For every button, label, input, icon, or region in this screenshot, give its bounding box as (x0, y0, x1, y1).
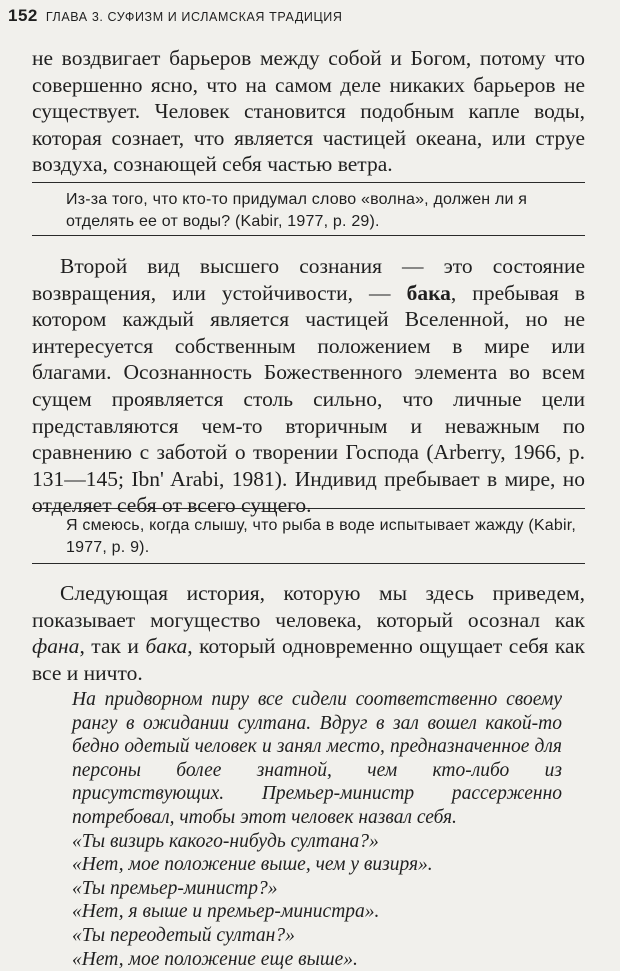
dialogue-line: «Нет, я выше и премьер-министра». (72, 901, 380, 923)
quote-rule-bottom (32, 235, 585, 236)
chapter-title: ГЛАВА 3. СУФИЗМ И ИСЛАМСКАЯ ТРАДИЦИЯ (45, 10, 343, 24)
paragraph-text-end: , пребывая в котором каждый является частицей Вселенной, но не интересуется собственным положением в мире или благами. Осознанность Божественного элемента во всем сущем проявляется столь сильно, что личные цели представляются чем-то вторичным и неважным по сравнению с заботой о творении Господа (Arberry, 1966, p. 131—145; Ibn' Arabi, 1981). Индивид пребывает в мире, но отделяет себя от всего сущего. (32, 280, 585, 518)
paragraph-text: не воздвигает барьеров между собой и Богом, потому что совершенно ясно, что на самом деле никаких барьеров не существует. Человек становится подобным капле воды, которая сознает, что является частицей океана, или струе воздуха, сознающей себя частью ветра. (32, 46, 585, 177)
dialogue-line: «Нет, мое положение еще выше». (72, 948, 358, 970)
paragraph-story-intro (32, 580, 585, 686)
paragraph-baka (32, 253, 585, 519)
quote-text: Из-за того, что кто-то придумал слово «волна», должен ли я отделять ее от воды? (Kabir, 1977, p. 29). (66, 191, 528, 230)
kabir-quote-wave (66, 189, 578, 233)
paragraph-text: , так и (79, 634, 146, 659)
paragraph-text: , который одновременно ощущает себя как все и ничто. (32, 634, 586, 685)
term-baka: бака (406, 280, 451, 305)
quote-text: Я смеюсь, когда слышу, что рыба в воде испытывает жажду (Kabir, 1977, p. 9). (66, 517, 577, 556)
dialogue-line: «Ты премьер-министр?» (72, 877, 278, 899)
quote-rule-top (32, 182, 585, 183)
quote-rule-bottom (32, 563, 585, 564)
term-fana: фана (32, 634, 80, 659)
story-narrative: На придворном пиру все сидели соответственно своему рангу в ожидании султана. Вдруг в зал вошел какой-то бедно одетый человек и занял место, предназначенное для персоны более знатной, чем кто-либо из присутствующих. Премьер-министр рассерженно потребовал, чтобы этот человек назвал себя. (72, 689, 562, 828)
term-baka: бака (145, 634, 188, 659)
dialogue-line: «Ты переодетый султан?» (72, 924, 295, 946)
page-number: 152 (8, 6, 38, 25)
quote-rule-top (32, 508, 585, 509)
dialogue-line: «Нет, мое положение выше, чем у визиря». (72, 854, 433, 876)
paragraph-continuation (32, 45, 585, 178)
sultan-story (72, 688, 562, 971)
paragraph-text-start: Второй вид высшего сознания — это состояние возвращения, или устойчивости, — (32, 254, 585, 305)
running-header (8, 6, 343, 26)
paragraph-text: Следующая история, которую мы здесь приведем, показывает могущество человека, который осознал как (32, 581, 585, 632)
kabir-quote-fish (66, 515, 578, 559)
dialogue-line: «Ты визирь какого-нибудь султана?» (72, 830, 379, 852)
